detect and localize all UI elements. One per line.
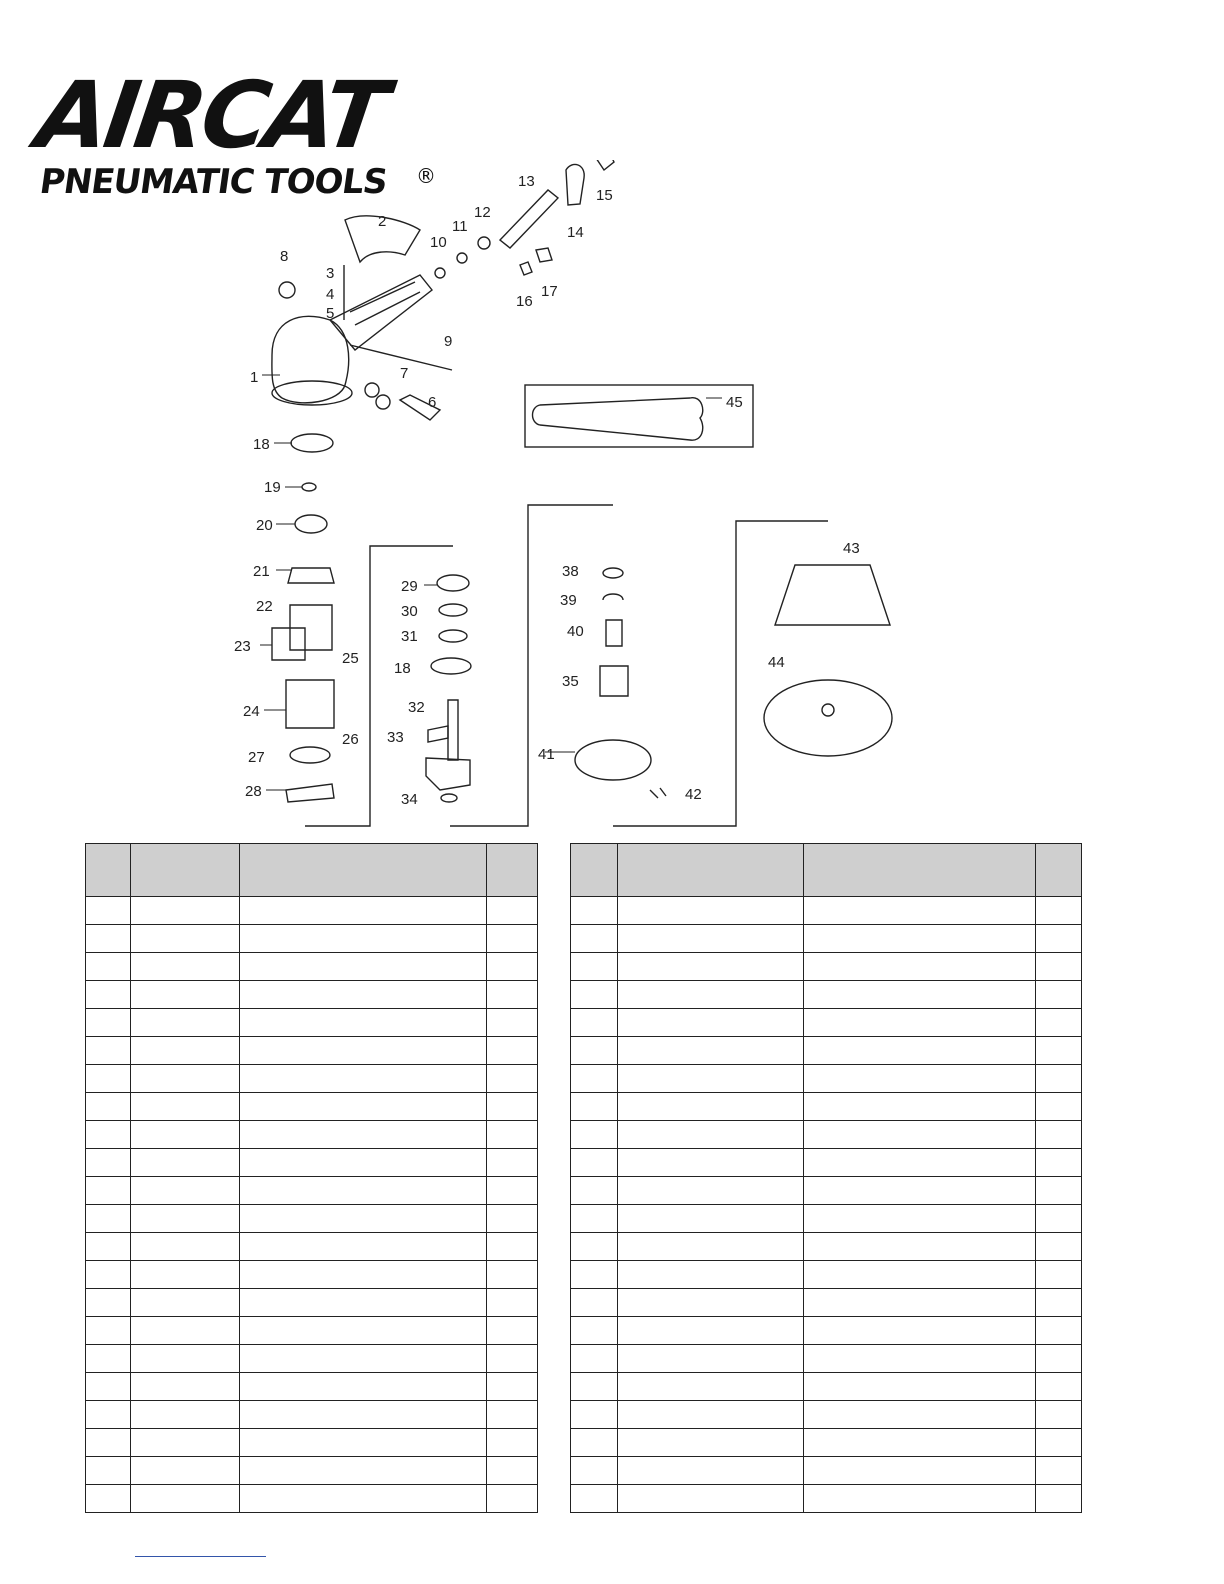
table-row [571,981,1082,1009]
table-row [86,1009,538,1037]
table-cell [804,1093,1036,1121]
table-row [571,1457,1082,1485]
table-cell [804,1205,1036,1233]
diagram-callout: 6 [428,394,437,411]
table-cell [618,1345,804,1373]
table-row [86,1177,538,1205]
table-cell [804,1009,1036,1037]
table-cell [1036,1205,1082,1233]
table-cell [240,1065,487,1093]
table-cell [131,1261,240,1289]
diagram-callout: 29 [401,578,418,595]
table-cell [618,1037,804,1065]
diagram-callout: 43 [843,540,860,557]
table-cell [618,1093,804,1121]
wrench-part [533,398,703,441]
diagram-callout: 39 [560,592,577,609]
table-row [571,1373,1082,1401]
diagram-callout: 38 [562,563,579,580]
table-cell [1036,981,1082,1009]
table-cell [240,1009,487,1037]
table-cell [804,1149,1036,1177]
table-cell [240,1233,487,1261]
table-cell [86,1233,131,1261]
header-cell [804,844,1036,897]
table-cell [618,1065,804,1093]
table-row [571,1009,1082,1037]
table-cell [131,1037,240,1065]
table-cell [131,1121,240,1149]
table-cell [131,925,240,953]
table-row [571,1401,1082,1429]
table-row [571,953,1082,981]
table-cell [618,1401,804,1429]
table-cell [804,1177,1036,1205]
table-cell [804,1037,1036,1065]
diagram-callout: 7 [400,365,409,382]
table-row [571,1345,1082,1373]
header-cell [487,844,538,897]
table-row [86,1317,538,1345]
table-cell [487,1009,538,1037]
table-cell [571,1121,618,1149]
table-cell [240,981,487,1009]
header-cell [618,844,804,897]
table-cell [618,1317,804,1345]
diagram-callout: 19 [264,479,281,496]
header-cell [240,844,487,897]
table-cell [86,1177,131,1205]
table-cell [571,1261,618,1289]
table-cell [131,1345,240,1373]
diagram-callout: 45 [726,394,743,411]
table-cell [240,1121,487,1149]
table-cell [487,1149,538,1177]
diagram-callout: 1 [250,369,259,386]
table-cell [1036,1429,1082,1457]
diagram-callout: 26 [342,731,359,748]
table-cell [1036,1261,1082,1289]
table-row [571,1177,1082,1205]
diagram-callout: 14 [567,224,584,241]
table-cell [1036,1485,1082,1513]
table-cell [131,1093,240,1121]
part-14-bracket [566,164,584,205]
table-cell [571,1373,618,1401]
table-row [86,1457,538,1485]
table-cell [1036,953,1082,981]
wrench-box [525,385,753,447]
table-cell [571,1289,618,1317]
header-cell [571,844,618,897]
part-13-tube [500,190,558,248]
part-32-shaft [448,700,458,760]
table-cell [804,1429,1036,1457]
table-cell [571,925,618,953]
table-cell [487,1401,538,1429]
table-cell [571,1233,618,1261]
table-cell [571,1177,618,1205]
table-cell [571,1149,618,1177]
diagram-callout: 11 [452,218,468,235]
table-cell [240,1317,487,1345]
table-cell [571,953,618,981]
table-cell [1036,1009,1082,1037]
table-cell [571,1457,618,1485]
diagram-callout: 42 [685,786,702,803]
table-cell [86,1401,131,1429]
table-cell [240,897,487,925]
table-cell [618,1261,804,1289]
table-row [86,897,538,925]
table-row [86,1401,538,1429]
table-cell [618,953,804,981]
table-cell [131,1009,240,1037]
diagram-callout: 16 [516,293,533,310]
table-cell [571,1429,618,1457]
parts-list-table-right [570,843,1082,1513]
part-44-sanding-pad [764,680,892,756]
table-cell [487,1205,538,1233]
footer-link-underline[interactable] [135,1556,266,1557]
table-cell [487,925,538,953]
diagram-callout: 44 [768,654,785,671]
diagram-callout: 32 [408,699,425,716]
table-cell [618,1177,804,1205]
table-row [86,953,538,981]
table-cell [131,1233,240,1261]
table-cell [618,1149,804,1177]
table-cell [487,953,538,981]
table-cell [618,925,804,953]
table-cell [804,981,1036,1009]
table-cell [86,1121,131,1149]
table-header-row [86,844,538,897]
table-cell [86,1429,131,1457]
table-cell [804,1485,1036,1513]
table-cell [487,1485,538,1513]
table-cell [86,953,131,981]
table-cell [487,1037,538,1065]
diagram-callout: 41 [538,746,555,763]
diagram-callout: 21 [253,563,270,580]
table-cell [804,1401,1036,1429]
table-row [86,925,538,953]
table-cell [1036,1457,1082,1485]
table-cell [1036,1093,1082,1121]
table-cell [131,1065,240,1093]
table-cell [1036,925,1082,953]
diagram-callout: 22 [256,598,273,615]
table-row [86,1429,538,1457]
table-cell [86,1289,131,1317]
table-cell [571,1317,618,1345]
table-cell [240,1093,487,1121]
table-cell [86,1485,131,1513]
diagram-callout: 15 [596,187,613,204]
table-cell [240,1149,487,1177]
diagram-callout: 18 [394,660,411,677]
table-row [571,1121,1082,1149]
table-cell [131,1177,240,1205]
table-cell [240,953,487,981]
parts-list-table-left [85,843,538,1513]
table-cell [487,1177,538,1205]
table-cell [240,925,487,953]
table-cell [618,1429,804,1457]
table-cell [86,1457,131,1485]
table-cell [131,1429,240,1457]
diagram-callout: 23 [234,638,251,655]
diagram-callout: 40 [567,623,584,640]
table-cell [804,1065,1036,1093]
table-cell [86,1205,131,1233]
table-row [86,1373,538,1401]
table-cell [487,981,538,1009]
exploded-parts-diagram [0,160,1224,840]
diagram-callout: 28 [245,783,262,800]
table-cell [618,897,804,925]
table-row [86,1233,538,1261]
table-cell [487,1429,538,1457]
table-cell [131,1149,240,1177]
table-cell [487,1373,538,1401]
table-row [86,1065,538,1093]
table-cell [618,1485,804,1513]
table-cell [86,1037,131,1065]
table-row [86,981,538,1009]
table-row [571,1065,1082,1093]
table-cell [86,1093,131,1121]
table-row [571,897,1082,925]
table-cell [804,897,1036,925]
table-cell [804,953,1036,981]
table-row [571,1289,1082,1317]
diagram-callout: 31 [401,628,418,645]
table-cell [240,1177,487,1205]
table-cell [804,1261,1036,1289]
table-row [571,1149,1082,1177]
diagram-callout: 10 [430,234,447,251]
table-cell [1036,1289,1082,1317]
table-row [86,1093,538,1121]
table-cell [1036,1037,1082,1065]
table-cell [487,897,538,925]
table-cell [131,1373,240,1401]
table-cell [571,1345,618,1373]
table-cell [86,1373,131,1401]
table-cell [1036,1177,1082,1205]
table-cell [1036,1121,1082,1149]
table-cell [571,1485,618,1513]
table-cell [487,1317,538,1345]
table-cell [240,1457,487,1485]
table-cell [804,1345,1036,1373]
table-row [86,1149,538,1177]
table-cell [804,1317,1036,1345]
table-cell [571,1093,618,1121]
diagram-callout: 18 [253,436,270,453]
table-cell [571,981,618,1009]
table-cell [240,1205,487,1233]
table-row [571,1093,1082,1121]
diagram-callout: 25 [342,650,359,667]
part-43-shroud [775,565,890,625]
table-cell [131,1485,240,1513]
table-row [571,925,1082,953]
diagram-callout: 3 [326,265,335,282]
table-cell [487,1065,538,1093]
registered-mark: ® [416,164,436,188]
table-cell [487,1261,538,1289]
part-24-cylinder [286,680,334,728]
table-cell [86,1345,131,1373]
diagram-callout: 30 [401,603,418,620]
table-cell [1036,1401,1082,1429]
diagram-callout: 34 [401,791,418,808]
diagram-callout: 5 [326,305,335,322]
table-cell [618,1289,804,1317]
table-cell [86,925,131,953]
table-row [86,1205,538,1233]
header-cell [1036,844,1082,897]
table-cell [487,1345,538,1373]
logo-tagline: PNEUMATIC TOOLS [37,162,390,202]
table-cell [86,1065,131,1093]
table-cell [571,1009,618,1037]
table-row [571,1205,1082,1233]
table-cell [1036,1317,1082,1345]
table-row [86,1261,538,1289]
table-cell [571,1037,618,1065]
table-row [571,1485,1082,1513]
part-15-nut [596,160,614,170]
diagram-callout: 13 [518,173,535,190]
part-8-ring [279,282,295,298]
table-row [571,1429,1082,1457]
table-cell [240,1261,487,1289]
diagram-callout: 35 [562,673,579,690]
table-cell [131,897,240,925]
table-cell [131,1205,240,1233]
table-cell [86,897,131,925]
table-cell [804,925,1036,953]
table-cell [571,1205,618,1233]
table-cell [804,1457,1036,1485]
table-row [571,1233,1082,1261]
table-cell [618,1009,804,1037]
diagram-callout: 12 [474,204,491,221]
table-cell [1036,1345,1082,1373]
table-cell [240,1289,487,1317]
table-cell [804,1233,1036,1261]
table-cell [487,1121,538,1149]
table-cell [487,1093,538,1121]
diagram-callout: 8 [280,248,289,265]
table-cell [804,1121,1036,1149]
table-cell [487,1457,538,1485]
table-cell [240,1485,487,1513]
table-row [86,1037,538,1065]
table-cell [86,1317,131,1345]
table-cell [1036,1373,1082,1401]
diagram-callout: 24 [243,703,260,720]
table-cell [131,1457,240,1485]
table-cell [86,1261,131,1289]
table-cell [1036,897,1082,925]
table-cell [618,1233,804,1261]
table-cell [1036,1233,1082,1261]
table-cell [240,1373,487,1401]
table-row [571,1037,1082,1065]
table-cell [131,1317,240,1345]
diagram-callout: 20 [256,517,273,534]
table-cell [131,1289,240,1317]
table-cell [240,1429,487,1457]
table-cell [1036,1065,1082,1093]
table-cell [571,1401,618,1429]
header-cell [131,844,240,897]
logo-brand: AIRCAT [30,62,391,169]
table-cell [240,1037,487,1065]
table-cell [86,981,131,1009]
table-cell [86,1149,131,1177]
table-row [571,1317,1082,1345]
diagram-callout: 17 [541,283,558,300]
table-header-row [571,844,1082,897]
table-cell [240,1345,487,1373]
table-cell [618,1457,804,1485]
table-row [571,1261,1082,1289]
table-cell [618,1121,804,1149]
table-cell [131,953,240,981]
table-cell [804,1373,1036,1401]
table-cell [571,1065,618,1093]
table-cell [1036,1149,1082,1177]
table-cell [571,897,618,925]
table-row [86,1289,538,1317]
diagram-callout: 9 [444,333,453,350]
table-cell [131,981,240,1009]
table-cell [618,1205,804,1233]
table-cell [487,1233,538,1261]
table-cell [240,1401,487,1429]
table-row [86,1121,538,1149]
header-cell [86,844,131,897]
table-cell [487,1289,538,1317]
table-cell [804,1289,1036,1317]
diagram-callout: 27 [248,749,265,766]
table-cell [618,1373,804,1401]
table-cell [86,1009,131,1037]
diagram-callout: 2 [378,213,387,230]
table-cell [618,981,804,1009]
part-41-pad-holder [575,740,651,780]
diagram-callout: 33 [387,729,404,746]
table-cell [131,1401,240,1429]
diagram-callout: 4 [326,286,335,303]
table-row [86,1345,538,1373]
table-row [86,1485,538,1513]
